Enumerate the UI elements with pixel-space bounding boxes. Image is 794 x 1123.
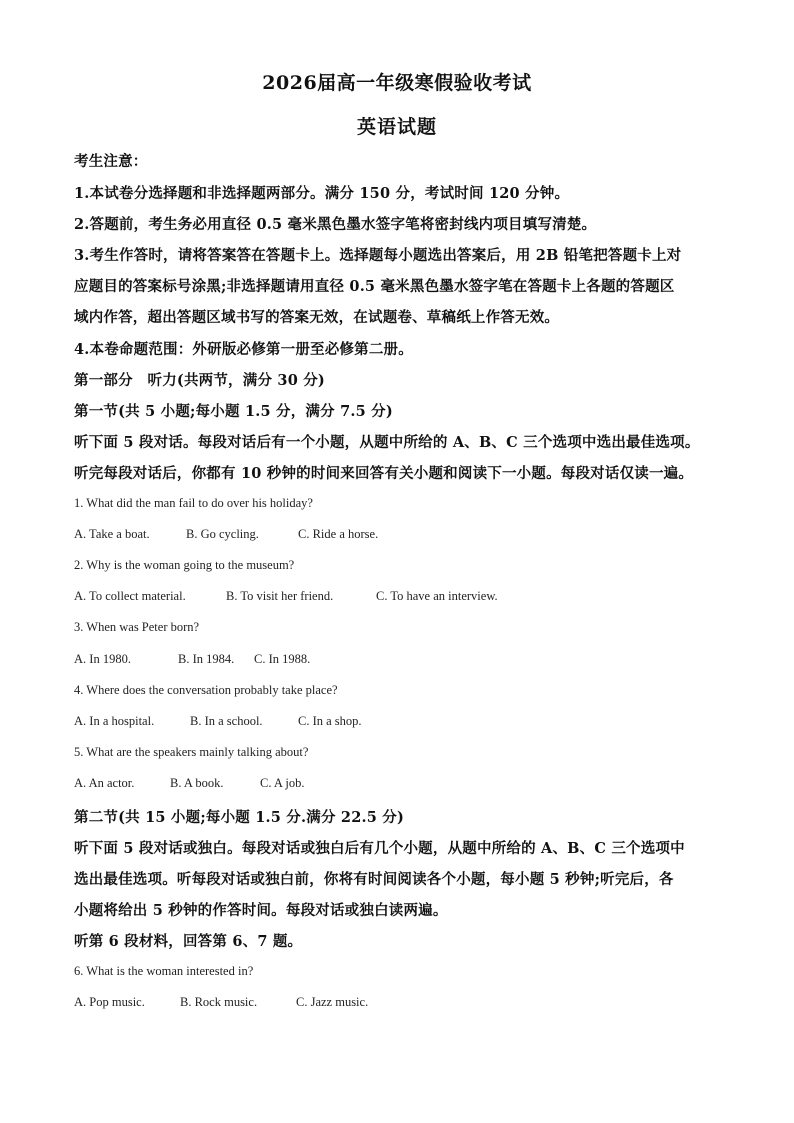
question-1-options	[74, 527, 378, 542]
question-4-options	[74, 714, 362, 729]
section2-heading: 第二节(共 15 小题;每小题 1.5 分.满分 22.5 分)	[74, 809, 405, 826]
notice-line: 2.答题前，考生务必用直径 0.5 毫米黑色墨水签字笔将密封线内项目填写清楚。	[74, 216, 597, 233]
notice-line: 应题目的答案标号涂黑;非选择题请用直径 0.5 毫米黑色墨水签字笔在答题卡上各题的答题区	[74, 278, 675, 295]
section1-instruction: 听下面 5 段对话。每段对话后有一个小题，从题中所给的 A、B、C 三个选项中选出最佳选项。	[74, 434, 700, 451]
question-6-options	[74, 995, 368, 1010]
option-c: C. Jazz music.	[296, 995, 369, 1009]
question-5-options	[74, 776, 304, 791]
question-5: 5. What are the speakers mainly talking about?	[74, 745, 309, 759]
material-6-heading: 听第 6 段材料，回答第 6、7 题。	[74, 933, 303, 950]
question-6: 6. What is the woman interested in?	[74, 964, 254, 978]
notice-line: 3.考生作答时，请将答案答在答题卡上。选择题每小题选出答案后，用 2B 铅笔把答题卡上对	[74, 247, 682, 264]
question-3: 3. When was Peter born?	[74, 620, 200, 634]
option-b: B. Rock music.	[180, 995, 258, 1009]
option-b: B. A book.	[170, 776, 224, 790]
option-c: C. In a shop.	[298, 714, 362, 728]
section1-instruction: 听完每段对话后，你都有 10 秒钟的时间来回答有关小题和阅读下一小题。每段对话仅读一遍。	[74, 465, 694, 482]
option-a: A. In 1980.	[74, 652, 131, 666]
part1-heading: 第一部分 听力(共两节，满分 30 分)	[74, 372, 325, 389]
option-a: A. An actor.	[74, 776, 135, 790]
notice-line: 1.本试卷分选择题和非选择题两部分。满分 150 分，考试时间 120 分钟。	[74, 185, 570, 202]
option-c: C. Ride a horse.	[298, 527, 379, 541]
notice-line: 4.本卷命题范围：外研版必修第一册至必修第二册。	[74, 341, 413, 358]
question-4: 4. Where does the conversation probably take place?	[74, 683, 338, 697]
section1-heading: 第一节(共 5 小题;每小题 1.5 分，满分 7.5 分)	[74, 403, 393, 420]
option-c: C. In 1988.	[254, 652, 311, 666]
section2-instruction: 听下面 5 段对话或独白。每段对话或独白后有几个小题，从题中所给的 A、B、C 三个选项中	[74, 840, 685, 857]
exam-title: 2026届高一年级寒假验收考试	[262, 72, 532, 94]
option-a: A. Pop music.	[74, 995, 145, 1009]
question-2: 2. Why is the woman going to the museum?	[74, 558, 295, 572]
question-1: 1. What did the man fail to do over his holiday?	[74, 496, 313, 510]
option-a: A. In a hospital.	[74, 714, 155, 728]
option-b: B. Go cycling.	[186, 527, 259, 541]
exam-subject: 英语试题	[356, 116, 437, 138]
option-a: A. To collect material.	[74, 589, 186, 603]
option-c: C. To have an interview.	[376, 589, 498, 603]
option-b: B. In 1984.	[178, 652, 235, 666]
option-c: C. A job.	[260, 776, 305, 790]
option-b: B. To visit her friend.	[226, 589, 334, 603]
question-3-options	[74, 652, 310, 667]
question-2-options	[74, 589, 498, 604]
section2-instruction: 选出最佳选项。听每段对话或独白前，你将有时间阅读各个小题，每小题 5 秒钟;听完后，各	[74, 871, 674, 888]
option-a: A. Take a boat.	[74, 527, 150, 541]
notice-heading: 考生注意：	[74, 153, 148, 170]
option-b: B. In a school.	[190, 714, 263, 728]
notice-line: 域内作答，超出答题区域书写的答案无效，在试题卷、草稿纸上作答无效。	[74, 309, 560, 326]
section2-instruction: 小题将给出 5 秒钟的作答时间。每段对话或独白读两遍。	[74, 902, 448, 919]
